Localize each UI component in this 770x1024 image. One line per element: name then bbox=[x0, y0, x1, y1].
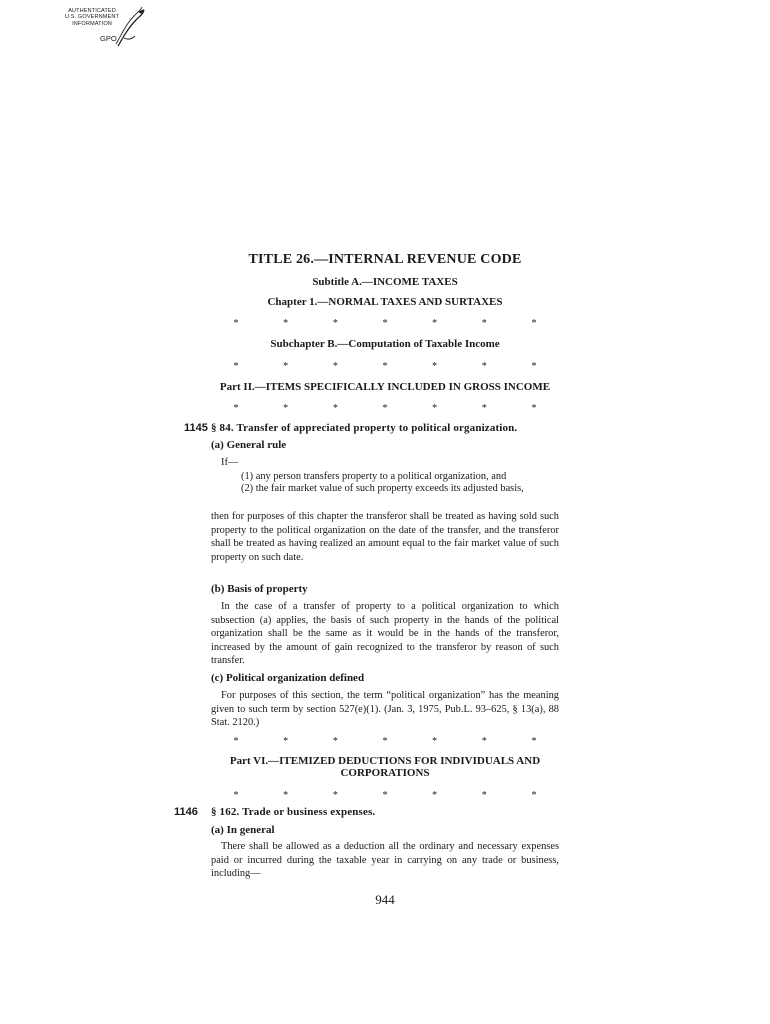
star: * bbox=[233, 790, 239, 801]
star: * bbox=[432, 790, 438, 801]
star: * bbox=[531, 361, 537, 372]
star: * bbox=[531, 790, 537, 801]
part-vi-line-2: CORPORATIONS bbox=[340, 767, 430, 779]
page-reference: 1146 bbox=[174, 806, 198, 818]
subsection-c-text: For purposes of this section, the term “political organization” has the meaning given to such term by section 527(e)(1). (Jan. 3, 1975, Pub.L. 93–625, § 13(a), 88 Stat. 2120.) bbox=[211, 690, 559, 729]
star: * bbox=[283, 790, 289, 801]
subsection-c-heading: (c) Political organization defined bbox=[211, 672, 365, 684]
star: * bbox=[531, 736, 537, 747]
star: * bbox=[432, 736, 438, 747]
ellipsis-stars bbox=[211, 361, 559, 372]
star: * bbox=[283, 361, 289, 372]
then-clause: then for purposes of this chapter the transferor shall be treated as having sold such property to the political organization on the date of the transfer, and the transferor shall be treated as having realized an amount equal to the fair market value of such property on such date. bbox=[211, 511, 559, 563]
star: * bbox=[481, 736, 487, 747]
title-heading: TITLE 26.—INTERNAL REVENUE CODE bbox=[248, 252, 522, 267]
star: * bbox=[481, 790, 487, 801]
part-ii-heading: Part II.—ITEMS SPECIFICALLY INCLUDED IN GROSS INCOME bbox=[219, 381, 551, 393]
star: * bbox=[531, 318, 537, 329]
star: * bbox=[382, 361, 388, 372]
eagle-icon bbox=[114, 6, 146, 50]
star: * bbox=[283, 318, 289, 329]
ellipsis-stars bbox=[211, 736, 559, 747]
paragraph-1: (1) any person transfers property to a political organization, and bbox=[241, 471, 507, 482]
star: * bbox=[531, 403, 537, 414]
paragraph-2: (2) the fair market value of such property exceeds its adjusted basis, bbox=[241, 483, 524, 494]
subsection-b-text: In the case of a transfer of property to a political organization to which subsection (a) applies, the basis of such property in the hands of the political organization shall be the same as it would be in the hands of the transferor, increased by the amount of gain recognized to the transferor by reason of such transfer. bbox=[211, 601, 559, 667]
part-vi-heading bbox=[200, 755, 570, 779]
star: * bbox=[332, 736, 338, 747]
star: * bbox=[332, 403, 338, 414]
star: * bbox=[332, 790, 338, 801]
star: * bbox=[283, 736, 289, 747]
star: * bbox=[332, 361, 338, 372]
star: * bbox=[382, 403, 388, 414]
star: * bbox=[432, 318, 438, 329]
section-162-heading: § 162. Trade or business expenses. bbox=[211, 806, 376, 818]
star: * bbox=[382, 318, 388, 329]
star: * bbox=[432, 403, 438, 414]
star: * bbox=[332, 318, 338, 329]
star: * bbox=[283, 403, 289, 414]
section-84-heading: § 84. Transfer of appreciated property to political organization. bbox=[211, 422, 518, 434]
star: * bbox=[382, 736, 388, 747]
ellipsis-stars bbox=[211, 403, 559, 414]
part-vi-line-1: Part VI.—ITEMIZED DEDUCTIONS FOR INDIVIDUALS AND bbox=[229, 755, 541, 767]
chapter-heading: Chapter 1.—NORMAL TAXES AND SURTAXES bbox=[267, 296, 503, 308]
star: * bbox=[382, 790, 388, 801]
subsection-a-heading: (a) General rule bbox=[211, 439, 287, 451]
seal-gpo: GPO bbox=[100, 34, 117, 43]
ellipsis-stars bbox=[211, 318, 559, 329]
subchapter-heading: Subchapter B.—Computation of Taxable Income bbox=[270, 338, 500, 350]
ellipsis-stars bbox=[211, 790, 559, 801]
subsection-b-heading: (b) Basis of property bbox=[211, 583, 308, 595]
star: * bbox=[481, 403, 487, 414]
page-number: 944 bbox=[375, 892, 395, 907]
subsection-a-heading: (a) In general bbox=[211, 824, 275, 836]
seal-line-2: U.S. GOVERNMENT bbox=[64, 14, 120, 21]
seal-line-1: AUTHENTICATED bbox=[68, 8, 116, 14]
star: * bbox=[432, 361, 438, 372]
star: * bbox=[233, 736, 239, 747]
if-clause: If— bbox=[221, 457, 239, 468]
star: * bbox=[233, 318, 239, 329]
gpo-authentication-seal bbox=[62, 6, 146, 50]
seal-line-3: INFORMATION bbox=[72, 20, 112, 27]
star: * bbox=[233, 361, 239, 372]
subsection-a-text: There shall be allowed as a deduction all the ordinary and necessary expenses paid or incurred during the taxable year in carrying on any trade or business, including— bbox=[211, 841, 559, 880]
page-reference: 1145 bbox=[184, 422, 208, 434]
star: * bbox=[481, 361, 487, 372]
star: * bbox=[481, 318, 487, 329]
subtitle-heading: Subtitle A.—INCOME TAXES bbox=[312, 276, 458, 288]
seal-text bbox=[62, 8, 122, 27]
star: * bbox=[233, 403, 239, 414]
